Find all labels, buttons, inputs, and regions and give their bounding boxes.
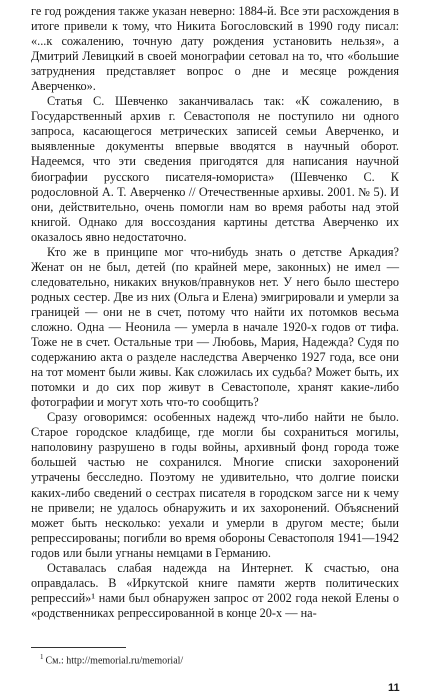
paragraph-2: Статья С. Шевченко заканчивалась так: «К сожалению, в Государственный архив г. Севастополя не поступило ни одного запроса, касающегося метрических записей семьи Аверченко, и выявленные документы впервые вводятся в научный оборот. Надеемся, что эти сведения пригодятся для написания научной биографии русского писателя-юмориста» (Шевченко С. К родословной А. Т. Аверченко // Отечественные архивы. 2001. № 5). И они, действительно, очень помогли нам во время работы над этой книгой. Однако для воссоздания картины детства Аверченко их оказалось явно недостаточно.	[31, 94, 399, 244]
footnote	[40, 651, 400, 667]
body-text	[31, 4, 399, 621]
paragraph-1: ге год рождения также указан неверно: 1884-й. Все эти расхождения в итоге привели к тому, что Никита Богословский в 1990 году писал: «...к сожалению, точную дату рождения установить нельзя», а Дмитрий Левицкий в своей монографии сетовал на то, что «большие затруднения представляет вопрос о дне и месяце рождения Аверченко».	[31, 4, 399, 94]
footnote-text: См.: http://memorial.ru/memorial/	[45, 655, 184, 667]
paragraph-3: Кто же в принципе мог что-нибудь знать о детстве Аркадия? Женат он не был, детей (по крайней мере, законных) не имел — следовательно, никаких внуков/правнуков нет. У него было шестеро родных сестер. Две из них (Ольга и Елена) эмигрировали и умерли за границей — они не в счет, потому что найти их потомков весьма сложно. Одна — Неонила — умерла в начале 1920-х годов от тифа. Тоже не в счет. Остальные три — Любовь, Мария, Надежда? Судя по содержанию акта о разделе наследства Аверченко 1927 года, все они на тот момент были живы. Как сложилась их судьба? Может быть, их потомки и до сих пор живут в Севастополе, хранят какие-либо фотографии и могут хоть что-то сообщить?	[31, 244, 399, 410]
footnote-divider	[31, 647, 126, 648]
paragraph-4: Сразу оговоримся: особенных надежд что-либо найти не было. Старое городское кладбище, где могли бы сохраниться могилы, наполовину разрушено в годы войны, архивный фонд города тоже большей частью не сохранился. Многие списки захоронений утрачены бесследно. Поэтому не удивительно, что долгие поиски каких-либо сведений о сестрах писателя в городском загсе ни к чему не привели; не удалось обнаружить и их захоронений. Объяснений может быть несколько: уехали и умерли в другом месте; были репрессированы; погибли во время обороны Севастополя 1941—1942 годов или были угнаны немцами в Германию.	[31, 410, 399, 560]
paragraph-5: Оставалась слабая надежда на Интернет. К счастью, она оправдалась. В «Иркутской книге памяти жертв политических репрессий»¹ нами был обнаружен запрос от 2002 года некой Елены о «родственниках репрессированной в конце 20-х — на-	[31, 560, 399, 620]
footnote-marker: 1	[40, 653, 44, 661]
page-number: 11	[388, 682, 400, 694]
